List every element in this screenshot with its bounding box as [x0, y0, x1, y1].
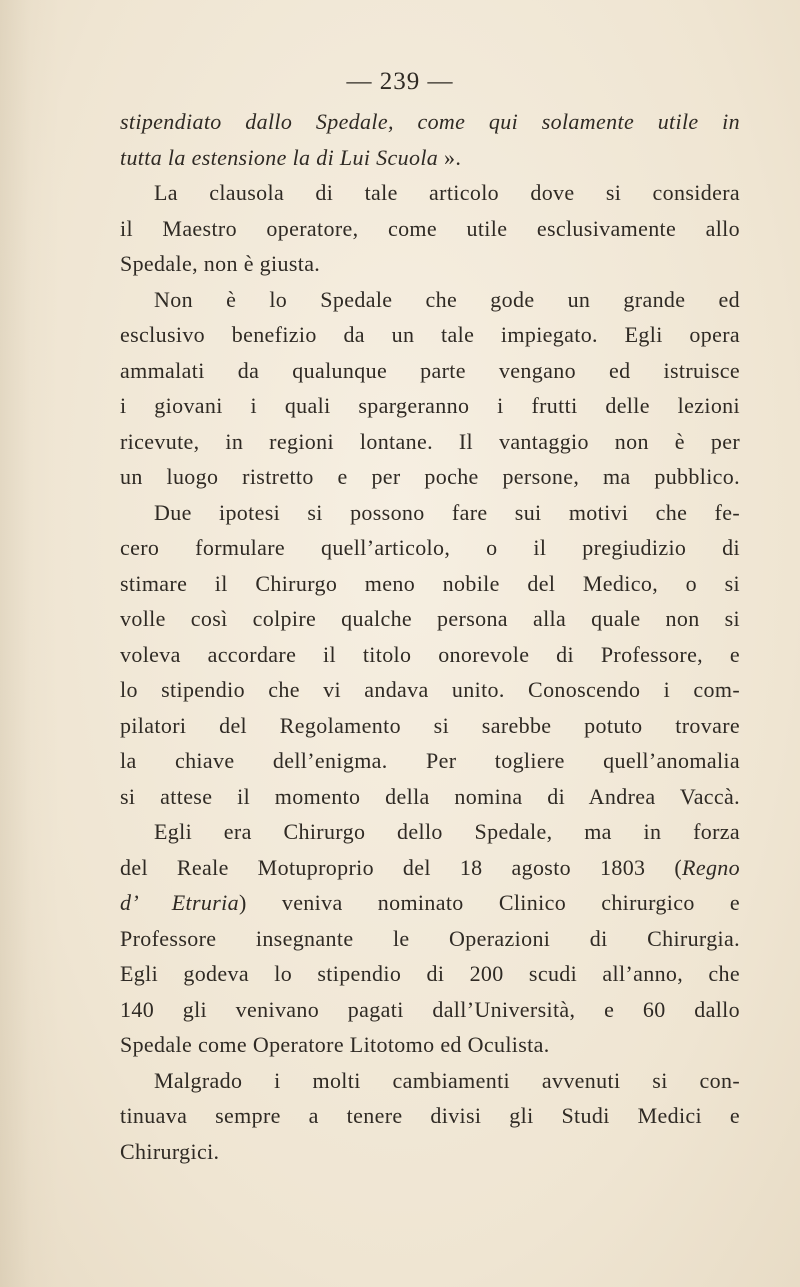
text-line: [120, 637, 740, 673]
text-segment: 140 gli venivano pagati dall’Università, e 60 dallo: [120, 996, 740, 1022]
text-segment: pilatori del Regolamento si sarebbe potuto trovare: [120, 712, 740, 738]
text-line: [120, 282, 740, 318]
text-line: [120, 353, 740, 389]
text-line: [120, 530, 740, 566]
text-line: [120, 885, 740, 921]
text-line: [120, 211, 740, 247]
text-segment: tinuava sempre a tenere divisi gli Studi Medici e: [120, 1103, 740, 1128]
text-segment: ammalati da qualunque parte vengano ed istruisce: [120, 357, 740, 383]
text-segment: volle così colpire qualche persona alla quale non si: [120, 606, 740, 631]
text-line: [120, 672, 740, 708]
text-line: [120, 495, 740, 531]
text-line: [120, 1134, 740, 1170]
text-line: [120, 743, 740, 779]
text-segment: Spedale, non è giusta.: [120, 251, 321, 276]
text-line: [120, 708, 740, 744]
text-line: [120, 140, 740, 176]
text-line: [120, 459, 740, 495]
text-line: [120, 388, 740, 424]
page-number: — 239 —: [346, 68, 454, 95]
body-text: [120, 104, 740, 1169]
text-line: [120, 317, 740, 353]
text-segment: Spedale come Operatore Litotomo ed Oculista.: [120, 1032, 550, 1057]
text-segment: Due ipotesi si possono fare sui motivi che fe-: [154, 499, 740, 525]
italic-text-segment: Regno: [682, 854, 740, 880]
text-line: [120, 1027, 740, 1063]
text-segment: un luogo ristretto e per poche persone, ma pubblico.: [120, 464, 740, 489]
text-segment: cero formulare quell’articolo, o il pregiudizio di: [120, 535, 740, 560]
text-segment: Egli era Chirurgo dello Spedale, ma in forza: [154, 819, 740, 844]
text-line: [120, 104, 740, 140]
text-line: [120, 921, 740, 957]
text-line: [120, 779, 740, 815]
text-segment: i giovani i quali spargeranno i frutti delle lezioni: [120, 393, 740, 418]
text-line: [120, 814, 740, 850]
text-line: [120, 1098, 740, 1134]
text-line: [120, 850, 740, 886]
text-segment: del Reale Motuproprio del 18 agosto 1803 (: [120, 854, 683, 880]
text-segment: Chirurgici.: [120, 1138, 220, 1164]
text-segment: il Maestro operatore, come utile esclusivamente allo: [120, 215, 740, 241]
text-line: [120, 601, 740, 637]
text-segment: Professore insegnante le Operazioni di Chirurgia.: [120, 925, 740, 951]
text-segment: esclusivo benefizio da un tale impiegato. Egli opera: [120, 322, 740, 347]
text-segment: Malgrado i molti cambiamenti avvenuti si con-: [154, 1067, 740, 1093]
text-segment: stimare il Chirurgo meno nobile del Medico, o si: [120, 570, 740, 596]
text-line: [120, 956, 740, 992]
text-line: [120, 246, 740, 282]
text-segment: lo stipendio che vi andava unito. Conoscendo i com-: [120, 677, 740, 702]
italic-text-segment: d’ Etruria: [120, 890, 239, 915]
text-line: [120, 175, 740, 211]
text-segment: Egli godeva lo stipendio di 200 scudi all’anno, che: [120, 961, 740, 986]
text-segment: ».: [438, 144, 462, 170]
text-line: [120, 1063, 740, 1099]
text-segment: la chiave dell’enigma. Per togliere quell’anomalia: [120, 748, 740, 773]
text-segment: voleva accordare il titolo onorevole di Professore, e: [120, 641, 740, 667]
text-line: [120, 992, 740, 1028]
italic-text-segment: stipendiato dallo Spedale, come qui solamente utile in: [120, 109, 740, 134]
text-segment: La clausola di tale articolo dove si considera: [154, 180, 740, 205]
text-segment: Non è lo Spedale che gode un grande ed: [154, 286, 740, 312]
text-line: [120, 424, 740, 460]
text-segment: ) veniva nominato Clinico chirurgico e: [239, 890, 740, 915]
text-segment: si attese il momento della nomina di Andrea Vaccà.: [120, 783, 740, 809]
text-segment: ricevute, in regioni lontane. Il vantaggio non è per: [120, 428, 740, 454]
text-line: [120, 566, 740, 602]
italic-text-segment: tutta la estensione la di Lui Scuola: [120, 144, 439, 170]
